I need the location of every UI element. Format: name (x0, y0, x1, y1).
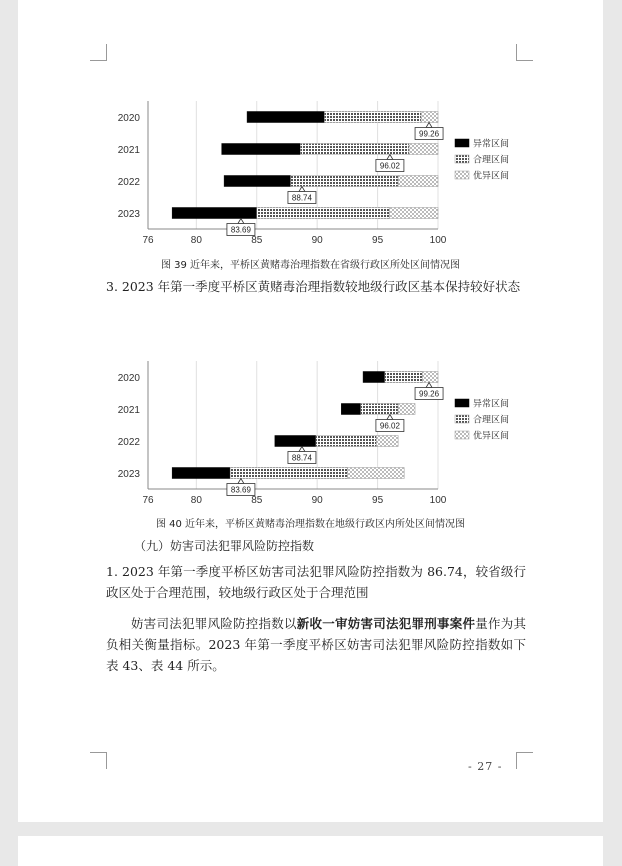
category-label: 2022 (117, 177, 140, 188)
bar-segment (363, 372, 385, 383)
body-text-a: 妨害司法犯罪风险防控指数以 (131, 616, 297, 631)
x-tick-label: 90 (311, 235, 323, 246)
bar-segment (222, 144, 301, 155)
body-text-bold: 新收一审妨害司法犯罪刑事案件 (296, 616, 476, 631)
category-label: 2022 (117, 437, 140, 448)
marker-label: 83.69 (230, 485, 251, 495)
crop-mark-top-right (516, 44, 533, 61)
legend-swatch (455, 431, 469, 439)
x-tick-label: 100 (429, 235, 447, 246)
bar-segment (300, 144, 409, 155)
body-text-b: 量作为其负相关衡量指标。2023 年第一季度平桥区妨害司法犯罪风险防控指数如下表 43、表 44 所示。 (106, 616, 526, 673)
legend-swatch (455, 415, 469, 423)
category-label: 2023 (117, 209, 140, 220)
bar-segment (385, 372, 422, 383)
bar-segment (224, 176, 290, 187)
legend-label: 合理区间 (473, 155, 510, 166)
crop-mark-bottom-left (90, 752, 107, 769)
x-tick-label: 100 (429, 495, 447, 506)
marker-label: 88.74 (291, 453, 312, 463)
bar-segment (376, 436, 398, 447)
category-label: 2021 (117, 145, 140, 156)
bar-segment (257, 208, 390, 219)
bar-segment (324, 112, 421, 123)
x-tick-label: 76 (142, 235, 154, 246)
x-tick-label: 95 (372, 495, 384, 506)
legend-label: 异常区间 (473, 139, 510, 150)
bar-segment (398, 404, 415, 415)
section-heading-9: （九）妨害司法犯罪风险防控指数 (134, 539, 315, 553)
x-tick-label: 95 (372, 235, 384, 246)
marker-pointer (387, 415, 393, 420)
x-tick-label: 90 (311, 495, 323, 506)
category-label: 2020 (117, 373, 140, 384)
x-tick-label: 80 (190, 495, 202, 506)
x-tick-label: 85 (251, 495, 263, 506)
bar-segment (390, 208, 438, 219)
bar-segment (409, 144, 438, 155)
bar-segment (316, 436, 376, 447)
paragraph-3: 3. 2023 年第一季度平桥区黄赌毒治理指数较地级行政区基本保持较好状态 (106, 279, 521, 294)
page-number: - 27 - (468, 760, 503, 773)
marker-pointer (238, 219, 244, 224)
paragraph-body (106, 613, 526, 676)
chart-39 (18, 95, 603, 245)
marker-pointer (299, 447, 305, 452)
next-page-edge (18, 836, 603, 866)
bar-segment (347, 468, 404, 479)
marker-label: 96.02 (379, 161, 400, 171)
legend-swatch (455, 155, 469, 163)
bar-segment (247, 112, 324, 123)
bar-segment (421, 112, 438, 123)
marker-pointer (238, 479, 244, 484)
legend-swatch (455, 139, 469, 147)
marker-pointer (426, 383, 432, 388)
marker-label: 99.26 (419, 389, 440, 399)
document-page (18, 0, 603, 822)
x-tick-label: 85 (251, 235, 263, 246)
bar-segment (398, 176, 438, 187)
bar-segment (172, 468, 230, 479)
bar-segment (341, 404, 360, 415)
bar-segment (172, 208, 257, 219)
marker-label: 83.69 (230, 225, 251, 235)
bar-segment (422, 372, 438, 383)
chart-40 (18, 355, 603, 505)
legend-swatch (455, 171, 469, 179)
marker-pointer (426, 123, 432, 128)
marker-pointer (387, 155, 393, 160)
legend-label: 优异区间 (473, 171, 510, 182)
bar-segment (291, 176, 399, 187)
marker-label: 88.74 (291, 193, 312, 203)
marker-pointer (299, 187, 305, 192)
category-label: 2023 (117, 469, 140, 480)
legend-label: 异常区间 (473, 399, 510, 410)
paragraph-9-1: 1. 2023 年第一季度平桥区妨害司法犯罪风险防控指数为 86.74，较省级行政区处于合理范围，较地级行政区处于合理范围 (106, 564, 526, 600)
marker-label: 96.02 (379, 421, 400, 431)
bar-segment (361, 404, 398, 415)
legend-swatch (455, 399, 469, 407)
x-tick-label: 80 (190, 235, 202, 246)
chart-39-caption: 图 39 近年来，平桥区黄赌毒治理指数在省级行政区所处区间情况图 (160, 260, 461, 271)
x-tick-label: 76 (142, 495, 154, 506)
crop-mark-bottom-right (516, 752, 533, 769)
bar-segment (230, 468, 347, 479)
crop-mark-top-left (90, 44, 107, 61)
category-label: 2020 (117, 113, 140, 124)
legend-label: 合理区间 (473, 415, 510, 426)
chart-40-caption: 图 40 近年来，平桥区黄赌毒治理指数在地级行政区内所处区间情况图 (155, 519, 466, 530)
legend-label: 优异区间 (473, 431, 510, 442)
bar-segment (275, 436, 316, 447)
category-label: 2021 (117, 405, 140, 416)
marker-label: 99.26 (419, 129, 440, 139)
